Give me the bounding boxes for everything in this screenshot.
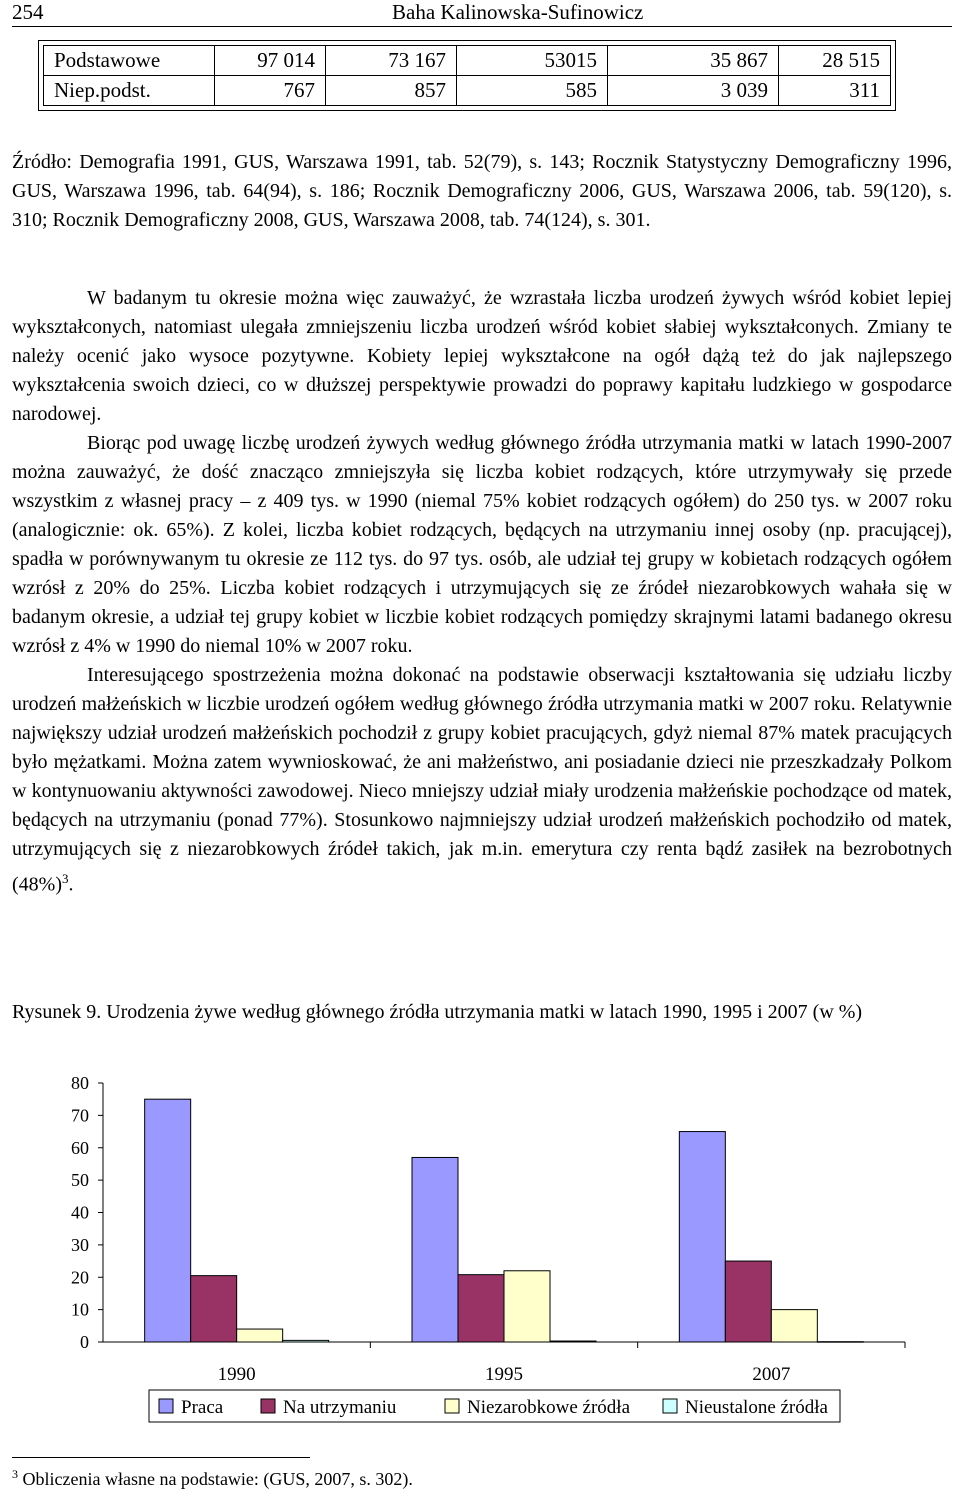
footnote-rule <box>12 1457 310 1458</box>
bar <box>725 1261 771 1342</box>
bar <box>412 1157 458 1342</box>
bar <box>145 1099 191 1342</box>
footnote <box>12 1462 413 1491</box>
x-category-label: 2007 <box>752 1364 791 1385</box>
paragraph: Biorąc pod uwagę liczbę urodzeń żywych według głównego źródła utrzymania matki w latach 1990-2007 można zauważyć, że dość znacząco zmniejszyła się liczba kobiet rodzących, które utrzymywały się przede wszystkim z własnej pracy – z 409 tys. w 1990 (niemal 75% kobiet rodzących ogółem) do 250 tys. w 2007 roku (analogicznie: ok. 65%). Z kolei, liczba kobiet rodzących, będących na utrzymaniu innej osoby (np. pracującej), spadła w porównywanym tu okresie ze 112 tys. do 97 tys. osób, ale udział tej grupy w kobietach rodzących ogółem wzrósł z 20% do 25%. Liczba kobiet rodzących i utrzymujących się ze źródeł niezarobkowych wahała się w badanym okresie, a udział tej grupy kobiet w liczbie kobiet rodzących pomiędzy skrajnymi latami badanego okresu wzrósł z 4% w 1990 do niemal 10% w 2007 roku. <box>12 432 952 657</box>
footnote-text: Obliczenia własne na podstawie: (GUS, 2007, s. 302). <box>22 1469 413 1489</box>
table-cell: 857 <box>326 76 457 106</box>
y-tick-label: 60 <box>71 1137 89 1158</box>
y-tick-label: 70 <box>71 1105 89 1126</box>
legend-swatch <box>663 1399 677 1413</box>
bar <box>283 1340 329 1342</box>
page-header <box>12 0 952 27</box>
running-head-author: Baha Kalinowska-Sufinowicz <box>392 0 644 24</box>
table-row <box>44 76 891 106</box>
bar <box>458 1275 504 1342</box>
footnote-number: 3 <box>12 1467 18 1481</box>
legend-label: Nieustalone źródła <box>685 1397 828 1418</box>
legend-label: Praca <box>181 1397 224 1418</box>
bar <box>550 1341 596 1342</box>
table-cell: 35 867 <box>608 46 779 76</box>
table-cell: 28 515 <box>779 46 891 76</box>
x-category-label: 1995 <box>485 1364 523 1385</box>
table-cell: 311 <box>779 76 891 106</box>
legend-swatch <box>445 1399 459 1413</box>
paragraph: Interesującego spostrzeżenia można dokonać na podstawie obserwacji kształtowania się udziału liczby urodzeń małżeńskich w liczbie urodzeń ogółem według głównego źródła utrzymania matki w 2007 roku. Relatywnie największy udział urodzeń małżeńskich pochodził z grupy kobiet pracujących, gdyż niemal 87% matek pracujących było mężatkami. Można zatem wywnioskować, że ani małżeństwo, ani posiadanie dzieci nie przeszkadzały Polkom w kontynuowaniu aktywności zawodowej. Nieco mniejszy udział miały urodzenia małżeńskie pochodzące od matek, będących na utrzymaniu (ponad 77%). Stosunkowo najmniejszy udział urodzeń małżeńskich pochodziło od matek, utrzymujących się z niezarobkowych źródeł takich, jak m.in. emerytura czy renta bądź zasiłek na bezrobotnych $(48\%)^3$. <box>12 664 952 896</box>
body-text <box>12 284 952 900</box>
bar <box>817 1342 863 1343</box>
bar <box>679 1132 725 1342</box>
bar <box>237 1329 283 1342</box>
legend-swatch <box>159 1399 173 1413</box>
y-tick-label: 40 <box>71 1202 89 1223</box>
figure-caption: Rysunek 9. Urodzenia żywe według głównego źródła utrzymania matki w latach 1990, 1995 i 2007 (w %) <box>12 1001 863 1023</box>
y-tick-label: 10 <box>71 1299 89 1320</box>
bar <box>191 1276 237 1342</box>
legend-label: Niezarobkowe źródła <box>467 1397 631 1418</box>
bar <box>771 1310 817 1342</box>
table-cell: 585 <box>457 76 608 106</box>
paragraph-text: Interesującego spostrzeżenia można dokonać na podstawie obserwacji kształtowania się udziału liczby urodzeń małżeńskich w liczbie urodzeń ogółem według głównego źródła utrzymania matki w 2007 roku. Relatywnie największy udział urodzeń małżeńskich pochodził z grupy kobiet pracujących, gdyż niemal 87% matek pracujących było mężatkami. Można zatem wywnioskować, że ani małżeństwo, ani posiadanie dzieci nie przeszkadzały Polkom w kontynuowaniu aktywności zawodowej. Nieco mniejszy udział miały urodzenia małżeńskie pochodzące od matek, będących na utrzymaniu (ponad 77%). Stosunkowo najmniejszy udział urodzeń małżeńskich pochodziło od matek, utrzymujących się z niezarobkowych źródeł takich, jak m.in. emerytura czy renta bądź zasiłek na bezrobotnych (48%) <box>12 664 952 896</box>
page-number: 254 <box>12 0 44 24</box>
paragraph: W badanym tu okresie można więc zauważyć, że wzrastała liczba urodzeń żywych wśród kobiet lepiej wykształconych, natomiast ulegała zmniejszeniu liczba urodzeń wśród kobiet słabiej wykształconych. Zmiany te należy ocenić jako wysoce pozytywne. Kobiety lepiej wykształcone na ogół dążą też do jak najlepszego wykształcenia swoich dzieci, co w dłuższej perspektywie prowadzi do poprawy kapitału ludzkiego w gospodarce narodowej. <box>12 287 952 425</box>
legend-swatch <box>261 1399 275 1413</box>
table-cell: 97 014 <box>215 46 326 76</box>
bar-chart <box>0 1062 960 1432</box>
bar <box>504 1271 550 1342</box>
y-tick-label: 0 <box>80 1332 89 1352</box>
y-tick-label: 80 <box>71 1073 89 1093</box>
footnote-marker: 3 <box>61 871 69 886</box>
y-tick-label: 30 <box>71 1234 89 1255</box>
y-tick-label: 20 <box>71 1267 89 1288</box>
table-cell: 73 167 <box>326 46 457 76</box>
table-cell: 3 039 <box>608 76 779 106</box>
legend-label: Na utrzymaniu <box>283 1397 397 1418</box>
table-cell: 767 <box>215 76 326 106</box>
x-category-label: 1990 <box>217 1364 256 1385</box>
y-tick-label: 50 <box>71 1170 89 1191</box>
source-note: Źródło: Demografia 1991, GUS, Warszawa 1991, tab. 52(79), s. 143; Rocznik Statystyczny Demograficzny 1996, GUS, Warszawa 1996, tab. 64(94), s. 186; Rocznik Demograficzny 2006, GUS, Warszawa 2006, tab. 59(120), s. 310; Rocznik Demograficzny 2008, GUS, Warszawa 2008, tab. 74(124), s. 301. <box>12 151 952 231</box>
data-table <box>38 40 896 111</box>
row-label: Podstawowe <box>44 46 215 76</box>
table-row <box>44 46 891 76</box>
table-cell: 53015 <box>457 46 608 76</box>
row-label: Niep.podst. <box>44 76 215 106</box>
